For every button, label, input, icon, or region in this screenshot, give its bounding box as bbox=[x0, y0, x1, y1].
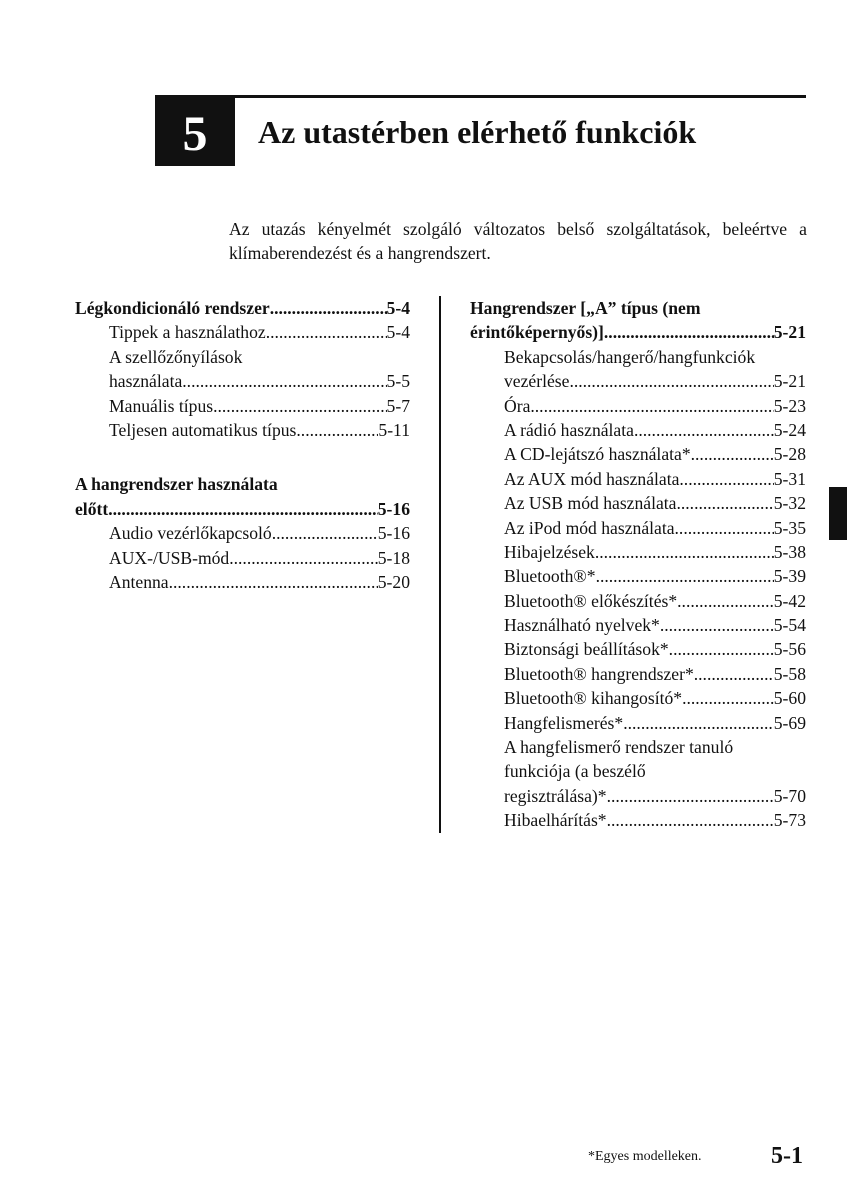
toc-entry[interactable] bbox=[470, 394, 806, 418]
toc-leader bbox=[229, 546, 378, 570]
toc-label: Manuális típus bbox=[109, 395, 214, 416]
toc-label: vezérlése bbox=[504, 371, 570, 392]
toc-entry[interactable] bbox=[75, 369, 410, 393]
toc-label: Az AUX mód használata bbox=[504, 468, 680, 489]
toc-label: Hibajelzések bbox=[504, 541, 595, 562]
toc-leader bbox=[530, 394, 773, 418]
toc-entry[interactable] bbox=[470, 516, 806, 540]
toc-label: A hangrendszer használata bbox=[75, 474, 278, 495]
toc-label: A szellőzőnyílások bbox=[109, 346, 243, 367]
toc-leader bbox=[677, 589, 774, 613]
toc-leader bbox=[266, 320, 387, 344]
toc-label: Bluetooth® hangrendszer* bbox=[504, 663, 694, 684]
toc-leader bbox=[623, 711, 774, 735]
toc-page: 5-54 bbox=[773, 615, 806, 636]
toc-page: 5-18 bbox=[377, 547, 410, 568]
toc-entry[interactable] bbox=[470, 808, 806, 832]
toc-page: 5-21 bbox=[773, 371, 806, 392]
toc-label: Audio vezérlőkapcsoló bbox=[109, 523, 272, 544]
toc-entry[interactable] bbox=[75, 521, 410, 545]
toc-entry[interactable] bbox=[470, 540, 806, 564]
toc-leader bbox=[213, 394, 386, 418]
toc-entry[interactable] bbox=[75, 394, 410, 418]
toc-leader bbox=[679, 467, 773, 491]
toc-page: 5-35 bbox=[773, 517, 806, 538]
chapter-number-box bbox=[155, 95, 235, 166]
toc-leader bbox=[607, 808, 774, 832]
toc-label: Hangrendszer [„A” típus (nem bbox=[470, 298, 701, 318]
toc-entry[interactable] bbox=[75, 320, 410, 344]
toc-page: 5-73 bbox=[773, 810, 806, 831]
toc-label: AUX-/USB-mód bbox=[109, 547, 230, 568]
toc-page: 5-28 bbox=[773, 444, 806, 465]
toc-leader bbox=[675, 516, 774, 540]
toc-section-heading-line[interactable] bbox=[75, 472, 410, 496]
column-divider bbox=[439, 296, 441, 833]
chapter-thumb-tab bbox=[829, 487, 847, 540]
toc-page: 5-32 bbox=[773, 493, 806, 514]
toc-entry[interactable] bbox=[470, 711, 806, 735]
toc-label: Légkondicionáló rendszer bbox=[75, 298, 270, 318]
toc-leader bbox=[272, 521, 378, 545]
chapter-intro: Az utazás kényelmét szolgáló változatos belső szolgáltatások, beleértve a klímaberendezést és a hangrendszert. bbox=[229, 219, 807, 263]
toc-leader bbox=[676, 491, 773, 515]
toc-gap bbox=[75, 442, 410, 472]
toc-label: Bluetooth®* bbox=[504, 566, 596, 587]
page-number: 5-1 bbox=[771, 1143, 803, 1169]
toc-page: 5-56 bbox=[773, 639, 806, 660]
toc-page: 5-4 bbox=[386, 298, 410, 318]
toc-leader bbox=[169, 570, 378, 594]
toc-leader bbox=[108, 497, 378, 521]
toc-leader bbox=[634, 418, 774, 442]
toc-page: 5-11 bbox=[378, 419, 410, 440]
toc-leader bbox=[270, 296, 387, 320]
toc-leader bbox=[182, 369, 386, 393]
toc-entry[interactable] bbox=[75, 546, 410, 570]
toc-leader bbox=[694, 662, 774, 686]
chapter-title: Az utastérben elérhető funkciók bbox=[258, 114, 697, 150]
toc-section-heading-line[interactable] bbox=[470, 296, 806, 320]
toc-page: 5-24 bbox=[773, 419, 806, 440]
toc-left-column bbox=[75, 296, 410, 594]
toc-entry[interactable] bbox=[470, 467, 806, 491]
toc-page: 5-20 bbox=[377, 571, 410, 592]
toc-entry[interactable] bbox=[470, 442, 806, 466]
toc-leader bbox=[596, 564, 774, 588]
toc-section-heading[interactable] bbox=[75, 296, 410, 320]
top-rule bbox=[155, 95, 806, 98]
toc-right-column bbox=[470, 296, 806, 833]
toc-label: Óra bbox=[504, 395, 531, 416]
toc-entry[interactable] bbox=[470, 589, 806, 613]
toc-entry[interactable] bbox=[470, 613, 806, 637]
toc-page: 5-7 bbox=[386, 395, 410, 416]
toc-entry[interactable] bbox=[470, 369, 806, 393]
toc-page: 5-39 bbox=[773, 566, 806, 587]
toc-entry[interactable] bbox=[75, 418, 410, 442]
toc-leader bbox=[682, 686, 774, 710]
toc-label: Használható nyelvek* bbox=[504, 615, 660, 636]
toc-page: 5-5 bbox=[386, 371, 410, 392]
toc-page: 5-70 bbox=[773, 785, 806, 806]
toc-page: 5-31 bbox=[773, 468, 806, 489]
footnote: *Egyes modelleken. bbox=[588, 1149, 702, 1164]
toc-label: Tippek a használathoz bbox=[109, 322, 266, 343]
toc-page: 5-58 bbox=[773, 663, 806, 684]
toc-entry[interactable] bbox=[470, 784, 806, 808]
toc-page: 5-16 bbox=[377, 498, 410, 519]
toc-leader bbox=[660, 613, 774, 637]
toc-entry[interactable] bbox=[470, 418, 806, 442]
toc-section-heading[interactable] bbox=[470, 320, 806, 344]
toc-leader bbox=[296, 418, 378, 442]
toc-label: Bekapcsolás/hangerő/hangfunkciók bbox=[504, 346, 756, 367]
toc-leader bbox=[691, 442, 774, 466]
toc-entry-line[interactable] bbox=[470, 759, 806, 783]
toc-page: 5-69 bbox=[773, 712, 806, 733]
toc-entry-line[interactable] bbox=[470, 735, 806, 759]
toc-page: 5-4 bbox=[386, 322, 410, 343]
chapter-number: 5 bbox=[182, 104, 208, 161]
toc-leader bbox=[604, 320, 774, 344]
toc-label: érintőképernyős)] bbox=[470, 322, 604, 343]
toc-page: 5-21 bbox=[773, 322, 806, 343]
toc-label: Hangfelismerés* bbox=[504, 712, 624, 733]
toc-label: Hibaelhárítás* bbox=[504, 810, 607, 831]
toc-entry[interactable] bbox=[470, 637, 806, 661]
toc-entry[interactable] bbox=[470, 686, 806, 710]
toc-label: Teljesen automatikus típus bbox=[109, 419, 297, 440]
toc-leader bbox=[607, 784, 774, 808]
toc-label: használata bbox=[109, 371, 183, 392]
toc-page: 5-42 bbox=[773, 590, 806, 611]
toc-label: Bluetooth® kihangosító* bbox=[504, 688, 683, 709]
toc-label: előtt bbox=[75, 498, 109, 519]
toc-label: Bluetooth® előkészítés* bbox=[504, 590, 678, 611]
toc-page: 5-16 bbox=[377, 523, 410, 544]
toc-label: regisztrálása)* bbox=[504, 785, 607, 806]
toc-label: Antenna bbox=[109, 571, 169, 592]
toc-section-heading[interactable] bbox=[75, 497, 410, 521]
toc-leader bbox=[669, 637, 774, 661]
toc-entry-line[interactable] bbox=[470, 345, 806, 369]
toc-entry[interactable] bbox=[470, 564, 806, 588]
toc-label: Az USB mód használata bbox=[504, 493, 677, 514]
toc-label: A hangfelismerő rendszer tanuló bbox=[504, 737, 734, 758]
toc-entry[interactable] bbox=[470, 662, 806, 686]
toc-label: Az iPod mód használata bbox=[504, 517, 675, 538]
toc-leader bbox=[595, 540, 774, 564]
toc-entry-line[interactable] bbox=[75, 345, 410, 369]
toc-page: 5-23 bbox=[773, 395, 806, 416]
toc-entry[interactable] bbox=[470, 491, 806, 515]
toc-page: 5-60 bbox=[773, 688, 806, 709]
toc-page: 5-38 bbox=[773, 541, 806, 562]
toc-label: A CD-lejátszó használata* bbox=[504, 444, 691, 465]
toc-label: funkciója (a beszélő bbox=[504, 761, 646, 782]
toc-entry[interactable] bbox=[75, 570, 410, 594]
toc-leader bbox=[569, 369, 773, 393]
toc-label: A rádió használata bbox=[504, 419, 634, 440]
toc-label: Biztonsági beállítások* bbox=[504, 639, 669, 660]
